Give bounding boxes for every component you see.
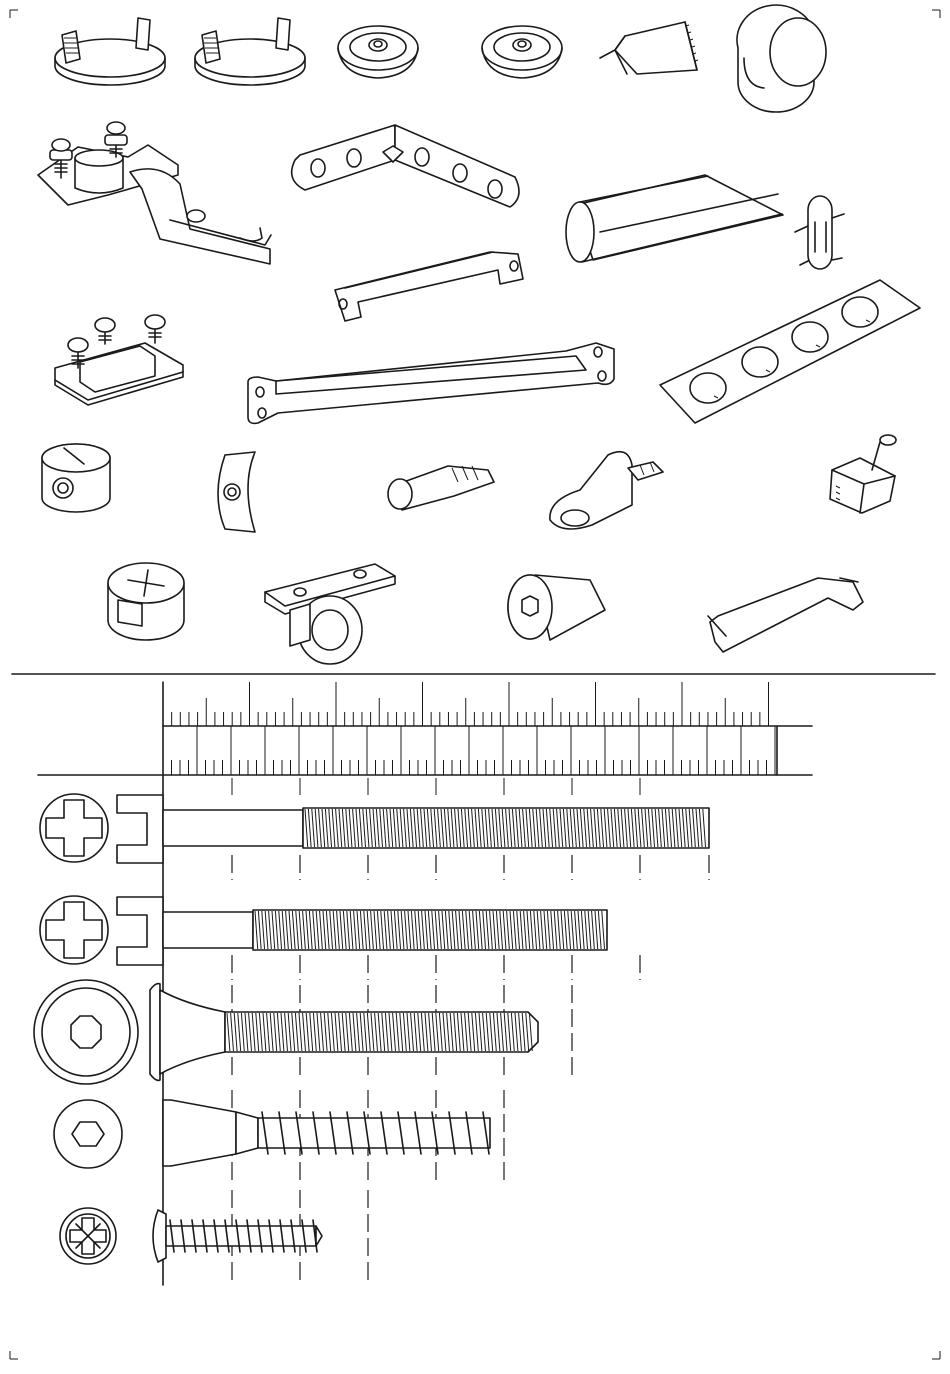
cross-head-bolt-long: [40, 794, 709, 863]
cam-lock: [108, 563, 184, 640]
allen-key: [708, 578, 863, 652]
connector-disc-2: [195, 18, 305, 85]
washer-clip: [218, 452, 255, 532]
crop-marks: [10, 10, 940, 1359]
hinge: [38, 122, 271, 264]
cam-cap-2: [482, 26, 562, 78]
connector-disc-1: [55, 18, 165, 85]
corner-block: [830, 435, 896, 513]
sleeve-nut: [508, 575, 605, 640]
rail-support: [795, 196, 844, 269]
hinge-plate: [55, 315, 183, 405]
dowel-pin: [388, 466, 494, 510]
countersunk-wood-screw: [54, 1100, 490, 1168]
cam-cap-1: [338, 26, 418, 78]
long-bracket: [248, 343, 614, 423]
pad-strip: [660, 280, 920, 423]
scale-ruler: [38, 682, 812, 1285]
castor-wheel: [265, 564, 395, 664]
glue-tube: [600, 22, 698, 74]
hex-socket-bolt: [34, 980, 538, 1084]
rail-tube: [566, 175, 783, 262]
barrel-nut: [42, 444, 110, 512]
corner-bracket: [292, 125, 519, 207]
shelf-support: [550, 452, 663, 529]
knob-cap: [737, 5, 826, 112]
strap-bracket: [335, 252, 523, 321]
pozi-screw-short: [60, 1208, 322, 1264]
cross-head-bolt-medium: [40, 896, 607, 965]
